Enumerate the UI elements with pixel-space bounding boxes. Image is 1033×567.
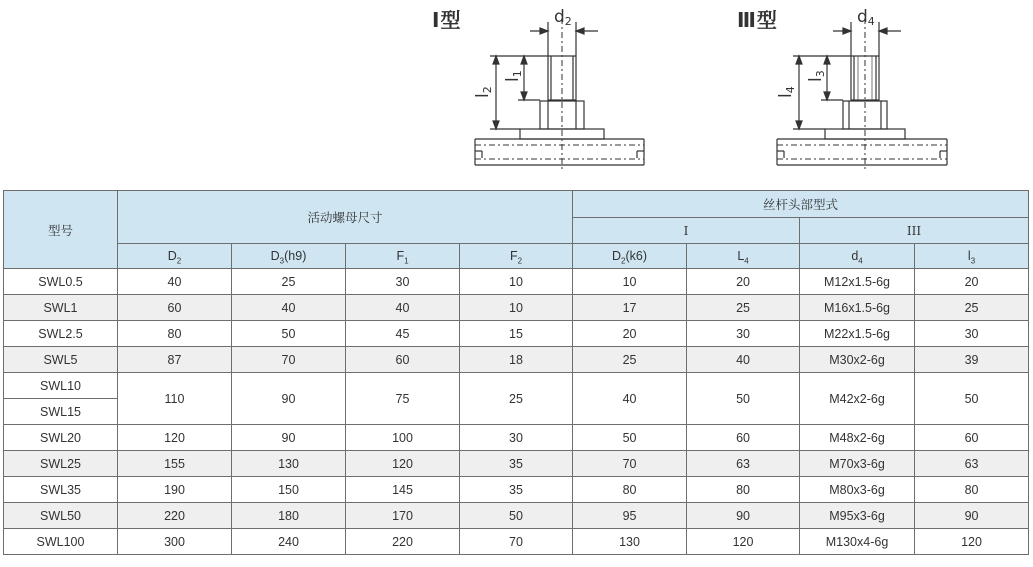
cell: 180 (232, 503, 346, 529)
col-header: $D_3(h9)$ (232, 244, 346, 269)
header-nut-group: 活动螺母尺寸 (118, 191, 573, 244)
cell: 20 (915, 269, 1029, 295)
cell: 50 (232, 321, 346, 347)
col-header: $F_1$ (346, 244, 460, 269)
cell: 120 (346, 451, 460, 477)
cell: 40 (573, 373, 687, 425)
header-type-iii: III (800, 218, 1029, 244)
type-iii-l3-label: l3 (806, 70, 827, 82)
cell: M22x1.5-6g (800, 321, 915, 347)
table-row (4, 295, 1029, 321)
col-header: $F_2$ (460, 244, 573, 269)
cell: 18 (460, 347, 573, 373)
cell: 150 (232, 477, 346, 503)
table-body (4, 269, 1029, 555)
cell: 70 (573, 451, 687, 477)
type-iii-d-label: d4 (857, 7, 875, 28)
cell: 63 (915, 451, 1029, 477)
table-header (4, 191, 1029, 269)
table-row (4, 477, 1029, 503)
cell: 155 (118, 451, 232, 477)
cell: 39 (915, 347, 1029, 373)
cell: 60 (118, 295, 232, 321)
cell: 25 (915, 295, 1029, 321)
table-row (4, 321, 1029, 347)
cell: 30 (346, 269, 460, 295)
cell: 120 (118, 425, 232, 451)
cell: 35 (460, 451, 573, 477)
cell: 50 (460, 503, 573, 529)
cell: 220 (118, 503, 232, 529)
cell: 145 (346, 477, 460, 503)
cell-model: SWL5 (4, 347, 118, 373)
cell-model: SWL35 (4, 477, 118, 503)
cell: 10 (460, 295, 573, 321)
cell: 70 (460, 529, 573, 555)
cell: M16x1.5-6g (800, 295, 915, 321)
cell: 95 (573, 503, 687, 529)
cell: M70x3-6g (800, 451, 915, 477)
cell: 50 (573, 425, 687, 451)
cell: 50 (687, 373, 800, 425)
cell-model: SWL20 (4, 425, 118, 451)
table-row (4, 425, 1029, 451)
header-screw-group: 丝杆头部型式 (573, 191, 1029, 218)
cell: 15 (460, 321, 573, 347)
cell: 190 (118, 477, 232, 503)
cell: M95x3-6g (800, 503, 915, 529)
cell: 25 (687, 295, 800, 321)
table-row (4, 373, 1029, 399)
cell: 10 (460, 269, 573, 295)
type-i-d-label: d2 (554, 7, 572, 28)
type-i-title: Ⅰ型 (432, 8, 462, 32)
table-row (4, 529, 1029, 555)
table-row (4, 503, 1029, 529)
cell: M42x2-6g (800, 373, 915, 425)
cell: 120 (687, 529, 800, 555)
cell: 75 (346, 373, 460, 425)
cell: 87 (118, 347, 232, 373)
type-iii-title: Ⅲ型 (737, 8, 778, 32)
cell: 45 (346, 321, 460, 347)
cell-model: SWL2.5 (4, 321, 118, 347)
col-header: $l_3$ (915, 244, 1029, 269)
drawings-area (0, 0, 1033, 190)
type-i-figure (430, 0, 670, 185)
cell: M48x2-6g (800, 425, 915, 451)
cell: 20 (687, 269, 800, 295)
cell-model: SWL15 (4, 399, 118, 425)
cell: 17 (573, 295, 687, 321)
type-iii-l4-label: l4 (776, 86, 797, 98)
cell: 130 (232, 451, 346, 477)
cell: 63 (687, 451, 800, 477)
type-iii-drawing (735, 0, 975, 185)
cell: 110 (118, 373, 232, 425)
cell: 25 (573, 347, 687, 373)
cell: M30x2-6g (800, 347, 915, 373)
cell: 70 (232, 347, 346, 373)
cell: 25 (460, 373, 573, 425)
col-header: $D_2(k6)$ (573, 244, 687, 269)
type-i-l1-label: l1 (503, 70, 524, 82)
col-header: $L_4$ (687, 244, 800, 269)
cell: 100 (346, 425, 460, 451)
type-i-l2-label: l2 (473, 86, 494, 98)
cell-model: SWL50 (4, 503, 118, 529)
cell: 90 (232, 373, 346, 425)
cell: 170 (346, 503, 460, 529)
cell: 40 (687, 347, 800, 373)
cell: 10 (573, 269, 687, 295)
cell: 240 (232, 529, 346, 555)
header-type-i: I (573, 218, 800, 244)
cell: 80 (687, 477, 800, 503)
cell: 30 (915, 321, 1029, 347)
cell: 80 (915, 477, 1029, 503)
cell: 40 (346, 295, 460, 321)
cell: 20 (573, 321, 687, 347)
cell-model: SWL1 (4, 295, 118, 321)
cell: 50 (915, 373, 1029, 425)
col-header: $d_4$ (800, 244, 915, 269)
cell: 40 (118, 269, 232, 295)
cell: 30 (460, 425, 573, 451)
cell: 35 (460, 477, 573, 503)
spec-table (3, 190, 1029, 555)
cell: 40 (232, 295, 346, 321)
cell: 130 (573, 529, 687, 555)
cell-model: SWL100 (4, 529, 118, 555)
cell: 60 (915, 425, 1029, 451)
cell-model: SWL10 (4, 373, 118, 399)
cell: 120 (915, 529, 1029, 555)
cell: 220 (346, 529, 460, 555)
cell: 300 (118, 529, 232, 555)
cell: 60 (687, 425, 800, 451)
table-row (4, 347, 1029, 373)
cell-model: SWL0.5 (4, 269, 118, 295)
cell: 60 (346, 347, 460, 373)
cell: 80 (118, 321, 232, 347)
cell: 80 (573, 477, 687, 503)
cell: 30 (687, 321, 800, 347)
cell: 90 (232, 425, 346, 451)
table-row (4, 451, 1029, 477)
header-columns-row (4, 244, 1029, 269)
cell: M12x1.5-6g (800, 269, 915, 295)
cell-model: SWL25 (4, 451, 118, 477)
type-i-drawing (430, 0, 670, 185)
cell: 90 (915, 503, 1029, 529)
cell: 25 (232, 269, 346, 295)
cell: 90 (687, 503, 800, 529)
table-row (4, 269, 1029, 295)
cell: M80x3-6g (800, 477, 915, 503)
col-header: $D_2$ (118, 244, 232, 269)
header-model: 型号 (4, 191, 118, 269)
cell: M130x4-6g (800, 529, 915, 555)
